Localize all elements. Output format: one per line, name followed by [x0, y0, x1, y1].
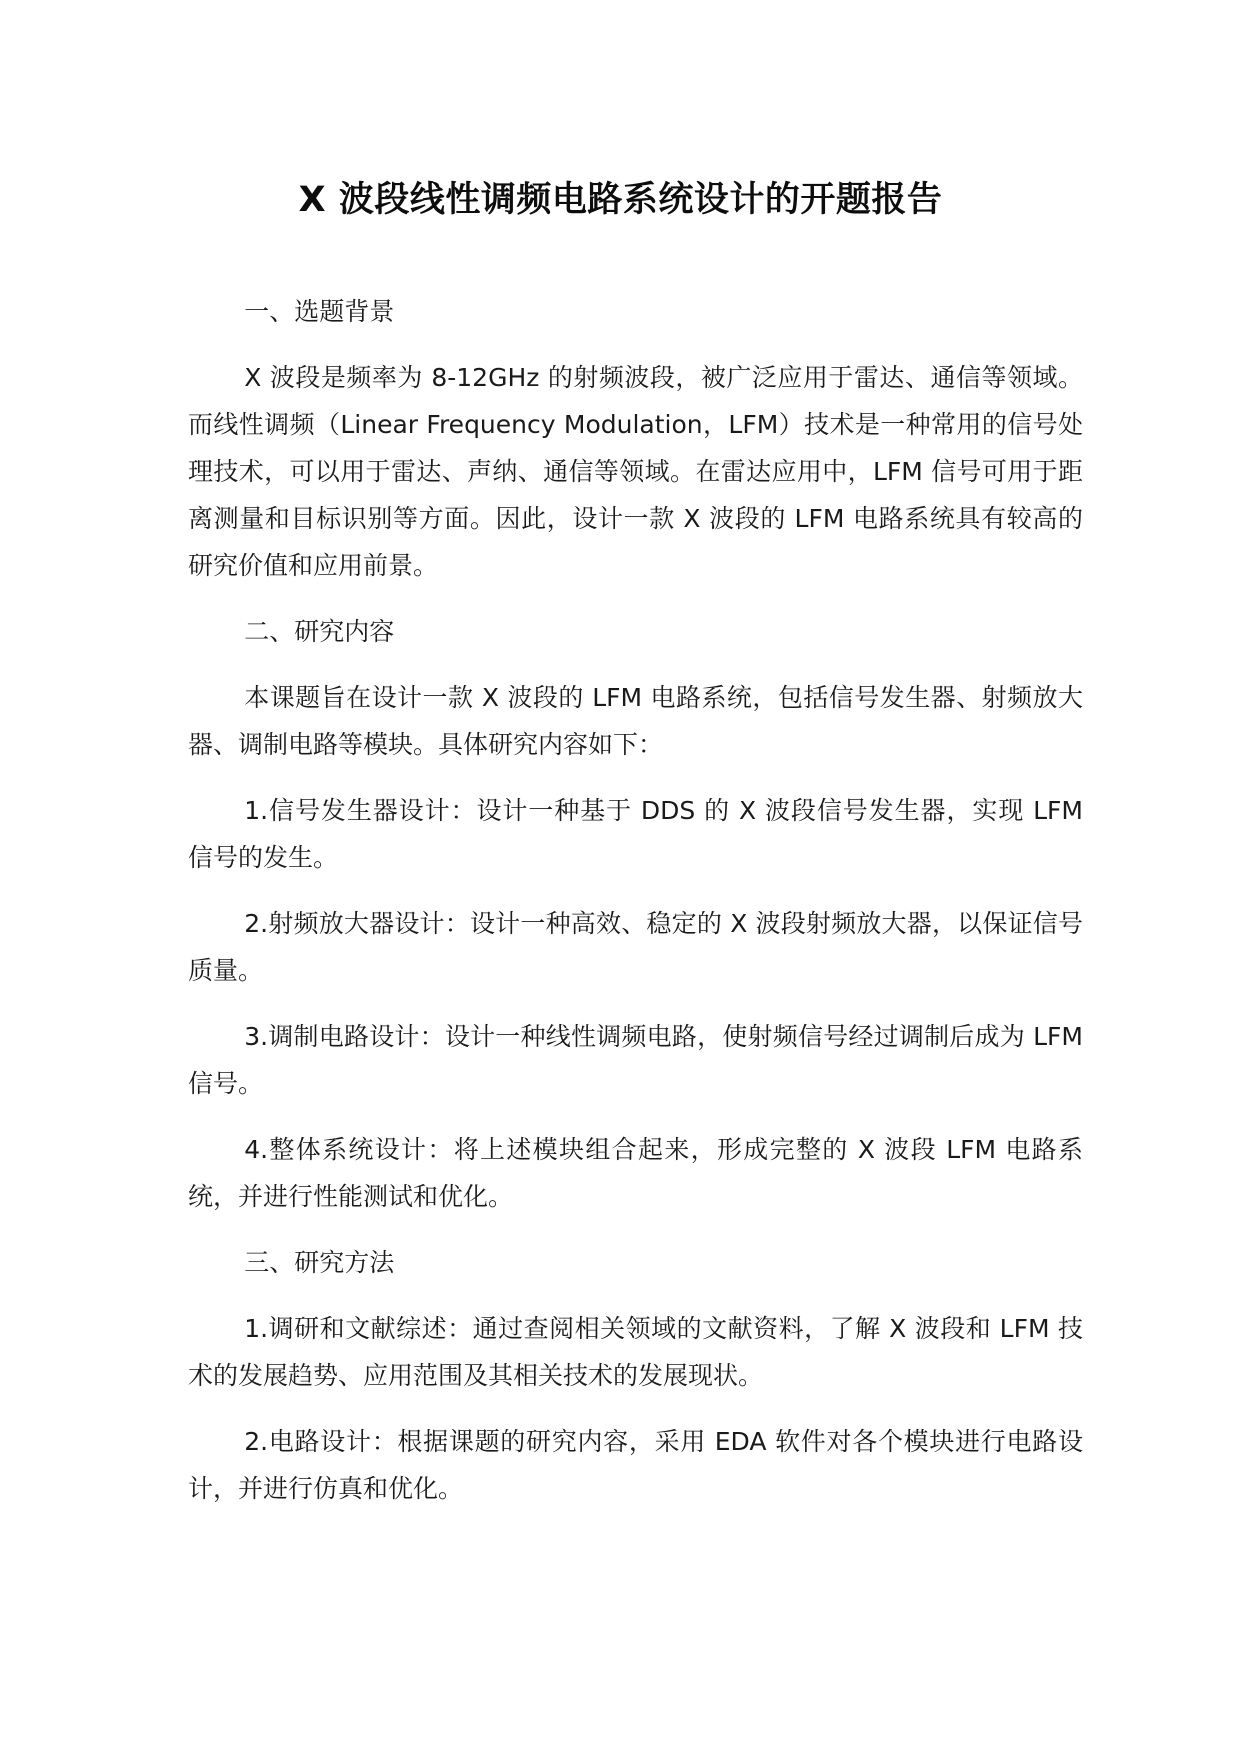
document-title: X 波段线性调频电路系统设计的开题报告 — [298, 180, 943, 220]
document-body — [188, 288, 1083, 1531]
list-item-modulation-circuit: 3.调制电路设计：设计一种线性调频电路，使射频信号经过调制后成为 LFM 信号。 — [188, 1022, 1083, 1098]
paragraph-background: X 波段是频率为 8-12GHz 的射频波段，被广泛应用于雷达、通信等领域。而线性调频（Linear Frequency Modulation，LFM）技术是一种常用的信号处理技术，可以用于雷达、声纳、通信等领域。在雷达应用中，LFM 信号可用于距离测量和目标识别等方面。因此，设计一款 X 波段的 LFM 电路系统具有较高的研究价值和应用前景。 — [188, 363, 1083, 580]
section-heading-background: 一、选题背景 — [244, 297, 395, 326]
list-item-system-design: 4.整体系统设计：将上述模块组合起来，形成完整的 X 波段 LFM 电路系统，并进行性能测试和优化。 — [188, 1135, 1083, 1211]
section-heading-content: 二、研究内容 — [244, 617, 395, 646]
list-item-circuit-design: 2.电路设计：根据课题的研究内容，采用 EDA 软件对各个模块进行电路设计，并进行仿真和优化。 — [188, 1427, 1083, 1503]
paragraph-content-intro: 本课题旨在设计一款 X 波段的 LFM 电路系统，包括信号发生器、射频放大器、调制电路等模块。具体研究内容如下： — [188, 683, 1083, 759]
section-heading-methods: 三、研究方法 — [244, 1248, 395, 1277]
list-item-literature-review: 1.调研和文献综述：通过查阅相关领域的文献资料，了解 X 波段和 LFM 技术的发展趋势、应用范围及其相关技术的发展现状。 — [188, 1314, 1083, 1390]
list-item-signal-generator: 1.信号发生器设计：设计一种基于 DDS 的 X 波段信号发生器，实现 LFM 信号的发生。 — [188, 796, 1083, 872]
list-item-rf-amplifier: 2.射频放大器设计：设计一种高效、稳定的 X 波段射频放大器，以保证信号质量。 — [188, 909, 1083, 985]
